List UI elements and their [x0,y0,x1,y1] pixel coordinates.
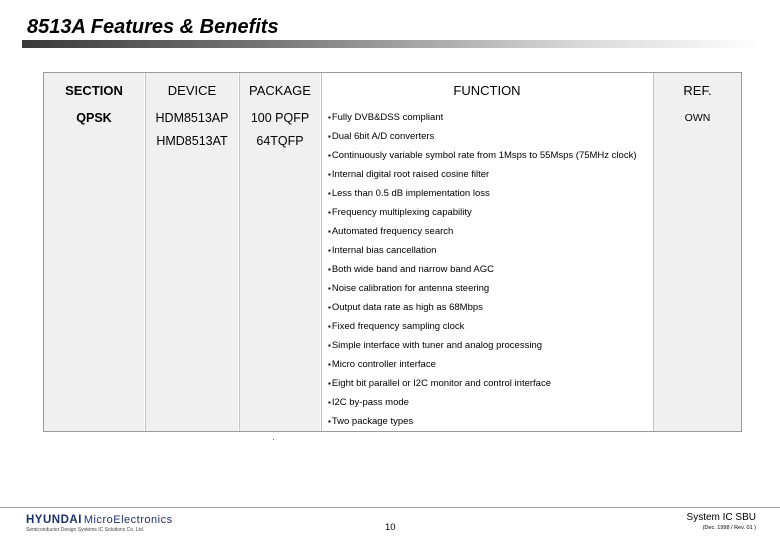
device-value-1: HDM8513AP [155,111,229,125]
function-list [328,113,636,436]
title-underline [22,40,762,48]
device-value-2: HMD8513AT [156,134,228,148]
page-title: 8513A Features & Benefits [27,16,279,38]
list-item: ▪ Two package types [328,417,636,436]
stray-mark: · [272,434,275,444]
list-item: ▪ Internal bias cancellation [328,246,636,265]
list-item: ▪ Eight bit parallel or I2C monitor and control interface [328,379,636,398]
list-item: ▪ Automated frequency search [328,227,636,246]
header-section: SECTION [65,83,123,98]
list-item: ▪ Dual 6bit A/D converters [328,132,636,151]
device-column [146,73,238,431]
column-divider [321,73,322,431]
logo-suffix: MicroElectronics [83,514,173,526]
package-value-2: 64TQFP [256,134,304,148]
footer-divider [0,507,780,508]
header-device: DEVICE [167,83,217,98]
ref-column [654,73,741,431]
package-column [240,73,320,431]
list-item: ▪ Both wide band and narrow band AGC [328,265,636,284]
list-item: ▪ Internal digital root raised cosine filter [328,170,636,189]
logo-brand: HYUNDAI [26,514,82,526]
column-divider [145,73,146,431]
logo-tagline: Semiconductor Design Systems IC Solutions Co. Ltd. [26,527,145,533]
list-item: ▪ Noise calibration for antenna steering [328,284,636,303]
ref-value: OWN [684,112,711,124]
revision-date: (Dec. 1998 / Rev. 01 ) [702,525,756,531]
header-ref: REF. [683,83,712,98]
column-divider [239,73,240,431]
list-item: ▪ Fully DVB&DSS compliant [328,113,636,132]
column-divider [653,73,654,431]
list-item: ▪ Output data rate as high as 68Mbps [328,303,636,322]
header-package: PACKAGE [249,83,311,98]
list-item: ▪ Frequency multiplexing capability [328,208,636,227]
company-logo [26,514,173,533]
section-value: QPSK [76,111,112,125]
division-name: System IC SBU [686,512,756,523]
page-number: 10 [385,522,396,533]
header-function: FUNCTION [453,83,521,98]
list-item: ▪ Continuously variable symbol rate from 1Msps to 55Msps (75MHz clock) [328,151,636,170]
list-item: ▪ Simple interface with tuner and analog processing [328,341,636,360]
list-item: ▪ Fixed frequency sampling clock [328,322,636,341]
package-value-1: 100 PQFP [250,111,310,125]
section-column [44,73,144,431]
list-item: ▪ Less than 0.5 dB implementation loss [328,189,636,208]
list-item: ▪ I2C by-pass mode [328,398,636,417]
list-item: ▪ Micro controller interface [328,360,636,379]
features-table [43,72,742,432]
